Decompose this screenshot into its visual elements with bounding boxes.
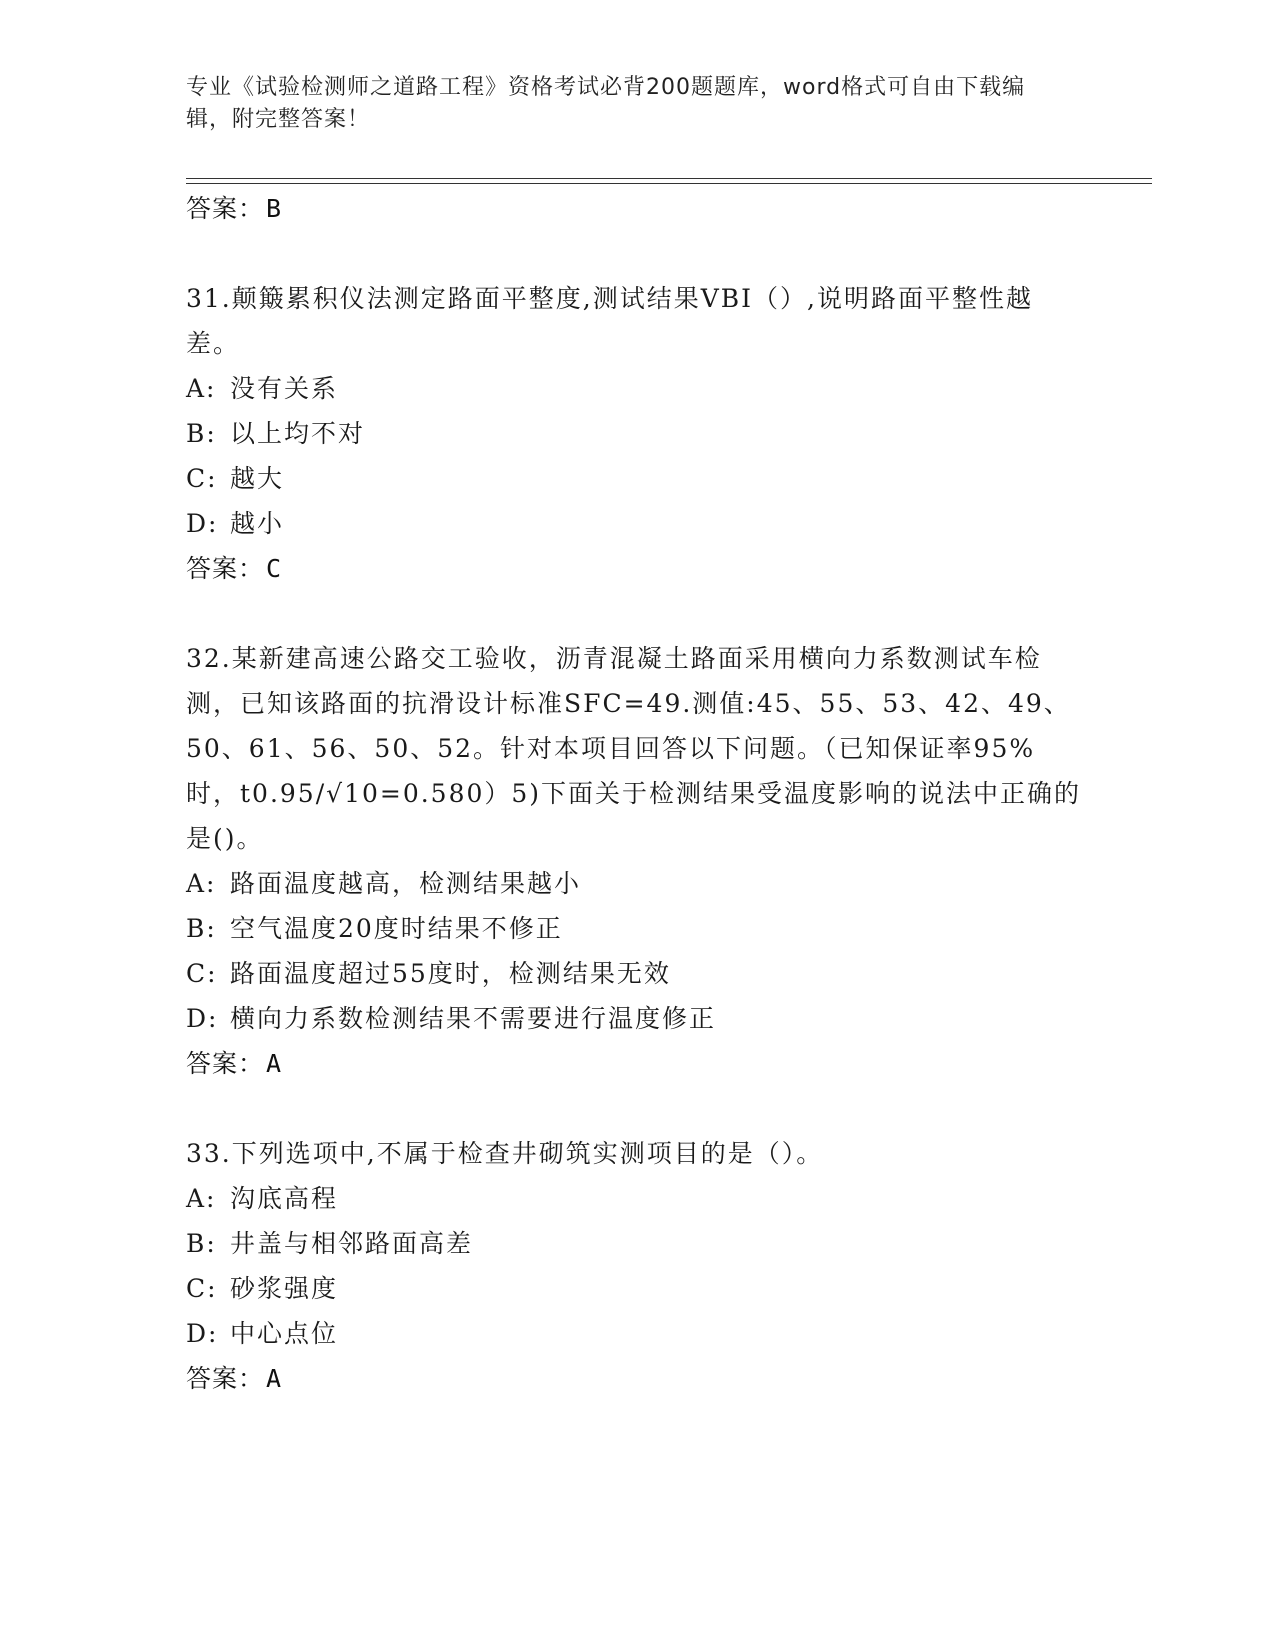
option-b [186, 906, 1086, 951]
document-header: 专业《试验检测师之道路工程》资格考试必背200题题库，word格式可自由下载编辑，附完整答案！ [186, 75, 1026, 132]
option-b [186, 411, 1086, 456]
question-stem: 33.下列选项中,不属于检查井砌筑实测项目的是（）。 [186, 1139, 824, 1168]
spacer [186, 231, 1086, 276]
previous-answer [186, 186, 1086, 231]
header-divider-top [186, 178, 1152, 179]
answer-label: 答案： [186, 554, 265, 583]
option-letter: A: [186, 1184, 217, 1213]
option-text: 沟底高程 [230, 1184, 339, 1213]
spacer [186, 591, 1086, 636]
option-letter: B: [186, 419, 217, 448]
question-answer [186, 546, 1086, 591]
option-text: 砂浆强度 [230, 1274, 339, 1303]
question-33 [186, 1131, 1086, 1401]
option-a [186, 1176, 1086, 1221]
answer-label: 答案： [186, 194, 265, 223]
answer-label: 答案： [186, 1049, 265, 1078]
option-letter: A: [186, 869, 217, 898]
option-letter: D: [186, 1004, 219, 1033]
question-32 [186, 636, 1086, 1086]
option-letter: C: [186, 464, 218, 493]
option-letter: A: [186, 374, 217, 403]
answer-label: 答案： [186, 1364, 265, 1393]
header-divider-bottom [186, 183, 1152, 184]
option-c [186, 1266, 1086, 1311]
option-text: 以上均不对 [230, 419, 366, 448]
option-b [186, 1221, 1086, 1266]
answer-value: A [266, 1049, 283, 1078]
question-answer [186, 1041, 1086, 1086]
option-text: 路面温度越高，检测结果越小 [230, 869, 582, 898]
option-letter: B: [186, 914, 217, 943]
option-d [186, 996, 1086, 1041]
option-letter: C: [186, 959, 218, 988]
option-text: 井盖与相邻路面高差 [230, 1229, 474, 1258]
question-stem: 31.颠簸累积仪法测定路面平整度,测试结果VBI（）,说明路面平整性越差。 [186, 284, 1033, 358]
answer-value: A [266, 1364, 283, 1393]
option-text: 横向力系数检测结果不需要进行温度修正 [230, 1004, 717, 1033]
answer-value: C [266, 554, 283, 583]
option-letter: C: [186, 1274, 218, 1303]
option-text: 没有关系 [230, 374, 339, 403]
option-text: 空气温度20度时结果不修正 [230, 914, 563, 943]
question-answer [186, 1356, 1086, 1401]
option-c [186, 456, 1086, 501]
option-text: 中心点位 [230, 1319, 339, 1348]
option-text: 越小 [230, 509, 285, 538]
option-letter: B: [186, 1229, 217, 1258]
question-stem: 32.某新建高速公路交工验收，沥青混凝土路面采用横向力系数测试车检测，已知该路面的抗滑设计标准SFC=49.测值:45、55、53、42、49、50、61、56、50、52。针对本项目回答以下问题。（已知保证率95%时，t0.95/√10=0.580）5)下面关于检测结果受温度影响的说法中正确的是()。 [186, 644, 1082, 853]
option-letter: D: [186, 509, 219, 538]
option-d [186, 1311, 1086, 1356]
option-text: 越大 [230, 464, 285, 493]
option-a [186, 366, 1086, 411]
option-d [186, 501, 1086, 546]
question-31 [186, 276, 1086, 591]
option-text: 路面温度超过55度时，检测结果无效 [230, 959, 671, 988]
question-list [186, 186, 1086, 1401]
spacer [186, 1086, 1086, 1131]
answer-value: B [266, 194, 283, 223]
option-c [186, 951, 1086, 996]
option-letter: D: [186, 1319, 219, 1348]
option-a [186, 861, 1086, 906]
